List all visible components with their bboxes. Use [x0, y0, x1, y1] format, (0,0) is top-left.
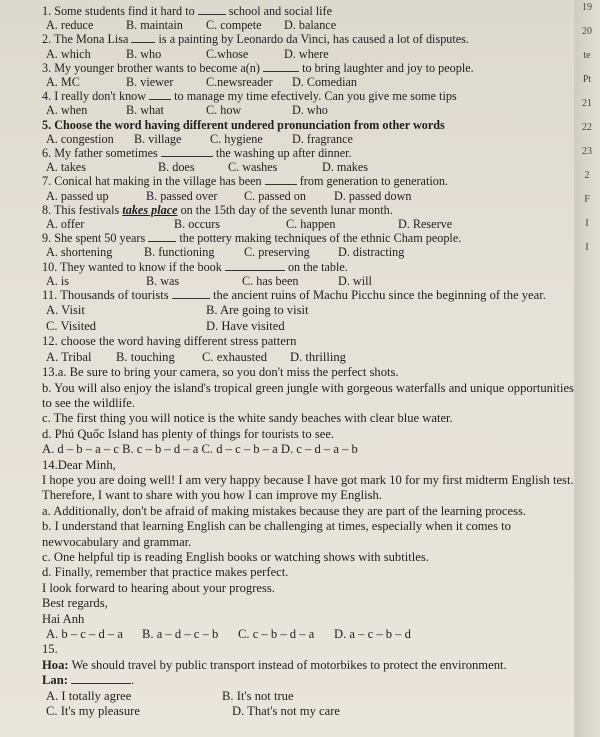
- option[interactable]: A. reduce: [46, 18, 94, 33]
- option[interactable]: A. when: [46, 103, 88, 118]
- question-text: is a painting by Leonardo da Vinci, has caused a lot of disputes.: [158, 32, 469, 47]
- option[interactable]: A. takes: [46, 160, 86, 175]
- margin-number: 2: [584, 170, 590, 181]
- question-1: [42, 4, 574, 18]
- underlined-phrase: takes place: [122, 202, 178, 217]
- question-text: school and social life: [228, 4, 332, 18]
- margin-number: Pt: [582, 74, 592, 85]
- option[interactable]: A. congestion: [46, 131, 114, 146]
- option[interactable]: B. functioning: [144, 245, 215, 260]
- option[interactable]: C. happen: [286, 217, 336, 232]
- q13-line: c. The first thing you will notice is the white sandy beaches with clear blue water.: [42, 411, 453, 426]
- option[interactable]: A. offer: [46, 217, 85, 232]
- options-11b: [42, 319, 574, 334]
- answer-blank[interactable]: [225, 260, 285, 271]
- option[interactable]: D. who: [292, 103, 328, 118]
- option[interactable]: C. how: [206, 103, 242, 118]
- question-text: 7. Conical hat making in the village has been: [42, 174, 262, 189]
- section-5-title: 5. Choose the word having different undered pronunciation from other words: [42, 117, 445, 132]
- answer-blank[interactable]: [148, 231, 176, 242]
- question-text: to bring laughter and joy to people.: [302, 60, 474, 75]
- question-4: [42, 89, 574, 103]
- worksheet-content: [42, 4, 574, 719]
- options-11a: [42, 303, 574, 318]
- question-text: 8. This festivals: [42, 202, 120, 217]
- question-text: 10. They wanted to know if the book: [42, 259, 222, 274]
- question-text: 2. The Mona Lisa: [42, 32, 129, 47]
- question-15-lan: Lan: .: [42, 673, 135, 688]
- speaker-label: Lan:: [42, 673, 68, 688]
- option[interactable]: C.newsreader: [206, 75, 273, 90]
- option[interactable]: C. preserving: [244, 245, 310, 260]
- options-14: [42, 627, 574, 642]
- option[interactable]: C.whose: [206, 46, 249, 61]
- question-text: the washing up after dinner.: [215, 146, 352, 161]
- question-15-number: 15.: [42, 642, 58, 657]
- option[interactable]: B. Are going to visit: [206, 303, 309, 318]
- q13-line: 13.a. Be sure to bring your camera, so you don't miss the perfect shots.: [42, 365, 399, 380]
- question-text: 1. Some students find it hard to: [42, 4, 195, 18]
- option[interactable]: B. It's not true: [222, 688, 294, 703]
- option[interactable]: A. which: [46, 46, 91, 61]
- option[interactable]: C. washes: [228, 160, 278, 175]
- dialogue-text: We should travel by public transport instead of motorbikes to protect the environment.: [71, 657, 507, 672]
- answer-blank[interactable]: [198, 4, 226, 15]
- margin-number: 23: [582, 146, 592, 157]
- option[interactable]: D. distracting: [338, 245, 405, 260]
- answer-blank[interactable]: [149, 89, 171, 100]
- question-11: [42, 288, 574, 303]
- options-3: [42, 75, 574, 89]
- options-10: [42, 274, 574, 288]
- options-5: [42, 132, 574, 146]
- option[interactable]: C. exhausted: [202, 349, 268, 364]
- question-15-hoa: [42, 658, 574, 673]
- option[interactable]: A. Visit: [46, 303, 85, 318]
- option[interactable]: A. shortening: [46, 245, 113, 260]
- option[interactable]: C. has been: [242, 273, 299, 288]
- option[interactable]: C. It's my pleasure: [46, 704, 140, 719]
- answer-blank[interactable]: [172, 288, 210, 299]
- answer-blank[interactable]: [131, 32, 155, 43]
- options-15b: [42, 704, 574, 719]
- option[interactable]: C. c – b – d – a: [238, 627, 315, 641]
- question-12: 12. choose the word having different stress pattern: [42, 334, 297, 349]
- option[interactable]: D. thrilling: [290, 349, 346, 364]
- option[interactable]: B. village: [134, 131, 182, 146]
- options-15a: [42, 689, 574, 704]
- option[interactable]: C. passed on: [244, 188, 306, 203]
- question-text: on the table.: [287, 259, 348, 274]
- option[interactable]: B. passed over: [146, 188, 218, 203]
- right-margin-numbers: [574, 0, 600, 737]
- question-2: [42, 32, 574, 46]
- question-text: 9. She spent 50 years: [42, 231, 146, 246]
- margin-number: I: [585, 218, 589, 229]
- question-text: 3. My younger brother wants to become a(n): [42, 60, 260, 75]
- margin-number: F: [584, 194, 590, 205]
- question-8: [42, 203, 574, 217]
- margin-number: 20: [582, 26, 592, 37]
- margin-number: 19: [582, 2, 592, 13]
- option[interactable]: D. makes: [322, 160, 369, 175]
- option[interactable]: B. what: [126, 103, 164, 118]
- option[interactable]: D. will: [338, 273, 372, 288]
- options-6: [42, 160, 574, 174]
- options-8: [42, 217, 574, 231]
- options-2: [42, 47, 574, 61]
- margin-number: 22: [582, 122, 592, 133]
- option[interactable]: B. viewer: [126, 75, 174, 90]
- option[interactable]: B. touching: [116, 349, 175, 364]
- question-3: [42, 61, 574, 75]
- question-text: the pottery making techniques of the ethnic Cham people.: [179, 231, 462, 246]
- question-6: [42, 146, 574, 160]
- option[interactable]: C. compete: [206, 18, 262, 33]
- question-text: to manage my time efectively. Can you give me some tips: [174, 89, 457, 104]
- answer-blank[interactable]: [263, 61, 299, 72]
- option[interactable]: A. MC: [46, 75, 80, 90]
- options-12: [42, 350, 574, 365]
- margin-number: 21: [582, 98, 592, 109]
- option[interactable]: B. maintain: [126, 18, 183, 33]
- q13-answers[interactable]: A. d – b – a – c B. c – b – d – a C. d – c – b – a D. c – d – a – b: [42, 442, 358, 457]
- question-text: on the 15th day of the seventh lunar month.: [180, 202, 393, 217]
- letter-line: I hope you are doing well! I am very happy because I have got mark 10 for my first midterm English test.: [42, 472, 574, 487]
- question-text: 11. Thousands of tourists: [42, 288, 169, 303]
- letter-line: c. One helpful tip is reading English books or watching shows with subtitles.: [42, 549, 429, 564]
- options-7: [42, 189, 574, 203]
- margin-number: te: [583, 50, 591, 61]
- option[interactable]: B. occurs: [174, 217, 221, 232]
- letter-line: b. I understand that learning English can be challenging at times, especially when it comes to newvocabulary and grammar.: [42, 519, 511, 549]
- option[interactable]: D. passed down: [334, 188, 412, 203]
- question-7: [42, 174, 574, 188]
- letter-line: I look forward to hearing about your progress.: [42, 580, 275, 595]
- option[interactable]: A. passed up: [46, 188, 109, 203]
- option[interactable]: D. a – c – b – d: [334, 627, 411, 641]
- question-text: the ancient ruins of Machu Picchu since the beginning of the year.: [212, 288, 546, 303]
- option[interactable]: C. Visited: [46, 318, 97, 333]
- question-10: [42, 260, 574, 274]
- option[interactable]: B. who: [126, 46, 162, 61]
- option[interactable]: A. I totally agree: [46, 688, 132, 703]
- option[interactable]: D. Have visited: [206, 318, 285, 333]
- option[interactable]: A. is: [46, 273, 70, 288]
- letter-line: d. Finally, remember that practice makes perfect.: [42, 565, 289, 580]
- option[interactable]: D. fragrance: [292, 131, 353, 146]
- option[interactable]: D. That's not my care: [232, 704, 341, 719]
- answer-blank[interactable]: [161, 146, 213, 157]
- option[interactable]: A. b – c – d – a: [46, 627, 123, 641]
- letter-line: Therefore, I want to share with you how I can improve my English.: [42, 488, 382, 503]
- q13-line: b. You will also enjoy the island's tropical green jungle with gorgeous waterfalls and unique opportunities to see the wildlife.: [42, 380, 574, 410]
- question-text: from generation to generation.: [299, 174, 448, 189]
- option[interactable]: B. was: [146, 273, 180, 288]
- options-4: [42, 103, 574, 117]
- option[interactable]: D. balance: [284, 18, 337, 33]
- speaker-label: Hoa:: [42, 657, 69, 672]
- answer-blank[interactable]: [265, 174, 297, 185]
- letter-greeting: 14.Dear Minh,: [42, 457, 116, 472]
- margin-number: I: [585, 242, 589, 253]
- option[interactable]: B. a – d – c – b: [142, 627, 219, 641]
- option[interactable]: D. Reserve: [398, 217, 453, 232]
- letter-line: a. Additionally, don't be afraid of making mistakes because they are part of the learning process.: [42, 503, 527, 518]
- option[interactable]: D. Comedian: [292, 75, 357, 90]
- letter-signoff: Best regards,: [42, 596, 108, 611]
- answer-blank[interactable]: [71, 673, 131, 684]
- q13-line: d. Phú Quốc Island has plenty of things for tourists to see.: [42, 426, 335, 441]
- option[interactable]: C. hygiene: [210, 131, 263, 146]
- option[interactable]: B. does: [158, 160, 195, 175]
- option[interactable]: D. where: [284, 46, 329, 61]
- options-9: [42, 245, 574, 259]
- options-1: [42, 18, 574, 32]
- question-9: [42, 231, 574, 245]
- option[interactable]: A. Tribal: [46, 349, 92, 364]
- letter-signature: Hai Anh: [42, 611, 85, 626]
- question-text: 6. My father sometimes: [42, 146, 158, 161]
- question-text: 4. I really don't know: [42, 89, 147, 104]
